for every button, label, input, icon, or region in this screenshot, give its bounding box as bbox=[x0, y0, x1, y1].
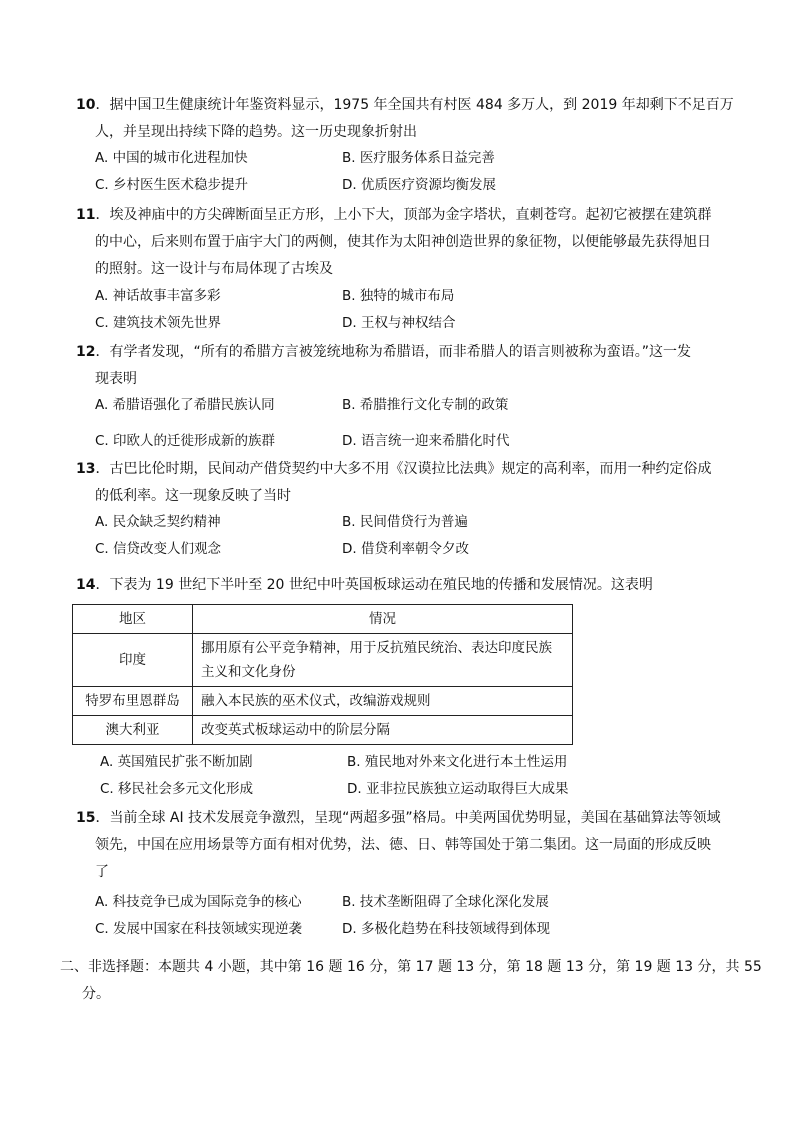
option-a[interactable]: A. 民众缺乏契约精神 bbox=[95, 514, 221, 530]
question-14 bbox=[76, 572, 726, 599]
option-d[interactable]: D. 语言统一迎来希腊化时代 bbox=[342, 433, 510, 449]
question-13 bbox=[76, 456, 726, 510]
table-cell-region: 特罗布里恩群岛 bbox=[73, 687, 193, 716]
question-text: 的中心，后来则布置于庙宇大门的两侧，使其作为太阳神创造世界的象征物，以便能够最先获得旭日 bbox=[95, 234, 711, 250]
table-cell-region: 澳大利亚 bbox=[73, 716, 193, 745]
table-row bbox=[73, 687, 573, 716]
table-cell-desc: 挪用原有公平竞争精神，用于反抗殖民统治、表达印度民族 主义和文化身份 bbox=[193, 634, 573, 687]
question-12 bbox=[76, 339, 726, 393]
option-c[interactable]: C. 建筑技术领先世界 bbox=[95, 315, 222, 331]
question-text: 领先，中国在应用场景等方面有相对优势，法、德、日、韩等国处于第二集团。这一局面的形成反映 bbox=[95, 837, 711, 853]
table-header-region: 地区 bbox=[73, 605, 193, 634]
question-number: 14 bbox=[76, 577, 96, 593]
option-a[interactable]: A. 英国殖民扩张不断加剧 bbox=[100, 754, 253, 770]
option-a[interactable]: A. 科技竞争已成为国际竞争的核心 bbox=[95, 894, 302, 910]
table-header-desc: 情况 bbox=[193, 605, 573, 634]
option-a[interactable]: A. 希腊语强化了希腊民族认同 bbox=[95, 397, 275, 413]
option-b[interactable]: B. 殖民地对外来文化进行本土性运用 bbox=[347, 754, 568, 770]
option-a[interactable]: A. 神话故事丰富多彩 bbox=[95, 288, 221, 304]
question-text: ．埃及神庙中的方尖碑断面呈正方形，上小下大，顶部为金字塔状，直刺苍穹。起初它被摆在建筑群 bbox=[95, 207, 712, 223]
question-15 bbox=[76, 805, 726, 886]
option-d[interactable]: D. 借贷利率朝令夕改 bbox=[342, 541, 469, 557]
question-number: 13 bbox=[76, 461, 96, 477]
question-text: 了 bbox=[95, 864, 109, 880]
section-2-heading bbox=[60, 954, 762, 1008]
option-a[interactable]: A. 中国的城市化进程加快 bbox=[95, 150, 248, 166]
options-10 bbox=[95, 146, 715, 200]
options-12 bbox=[95, 393, 715, 456]
question-number: 15 bbox=[76, 810, 96, 826]
table-cell-desc: 改变英式板球运动中的阶层分隔 bbox=[193, 716, 573, 745]
table-header-row bbox=[73, 605, 573, 634]
option-b[interactable]: B. 技术垄断阻碍了全球化深化发展 bbox=[342, 894, 549, 910]
question-text: 人，并呈现出持续下降的趋势。这一历史现象折射出 bbox=[95, 124, 417, 140]
option-c[interactable]: C. 信贷改变人们观念 bbox=[95, 541, 222, 557]
cricket-table bbox=[72, 604, 573, 745]
question-text: ．古巴比伦时期，民间动产借贷契约中大多不用《汉谟拉比法典》规定的高利率，而用一种约定俗成 bbox=[95, 461, 712, 477]
question-text: 现表明 bbox=[95, 371, 137, 387]
option-b[interactable]: B. 医疗服务体系日益完善 bbox=[342, 150, 495, 166]
option-d[interactable]: D. 多极化趋势在科技领域得到体现 bbox=[342, 921, 550, 937]
options-11 bbox=[95, 284, 715, 338]
table-row bbox=[73, 634, 573, 687]
question-text: 的照射。这一设计与布局体现了古埃及 bbox=[95, 261, 333, 277]
question-text: 的低利率。这一现象反映了当时 bbox=[95, 488, 291, 504]
section-text: 二、非选择题：本题共 4 小题，其中第 16 题 16 分，第 17 题 13 分，第 18 题 13 分，第 19 题 13 分，共 55 bbox=[60, 959, 762, 975]
options-13 bbox=[95, 510, 715, 564]
option-c[interactable]: C. 发展中国家在科技领域实现逆袭 bbox=[95, 921, 303, 937]
table-cell-region: 印度 bbox=[73, 634, 193, 687]
option-d[interactable]: D. 优质医疗资源均衡发展 bbox=[342, 177, 496, 193]
option-d[interactable]: D. 王权与神权结合 bbox=[342, 315, 456, 331]
question-number: 12 bbox=[76, 344, 96, 360]
option-b[interactable]: B. 希腊推行文化专制的政策 bbox=[342, 397, 509, 413]
question-text: ．当前全球 AI 技术发展竞争激烈，呈现“两超多强”格局。中美两国优势明显，美国在基础算法等领域 bbox=[95, 810, 721, 826]
question-text: ．有学者发现，“所有的希腊方言被笼统地称为希腊语，而非希腊人的语言则被称为蛮语。”这一发 bbox=[95, 344, 691, 360]
option-c[interactable]: C. 印欧人的迁徙形成新的族群 bbox=[95, 433, 276, 449]
question-text: ．据中国卫生健康统计年鉴资料显示，1975 年全国共有村医 484 多万人，到 2019 年却剩下不足百万 bbox=[95, 97, 734, 113]
question-10 bbox=[76, 92, 734, 146]
question-text: ．下表为 19 世纪下半叶至 20 世纪中叶英国板球运动在殖民地的传播和发展情况。这表明 bbox=[95, 577, 653, 593]
option-c[interactable]: C. 乡村医生医术稳步提升 bbox=[95, 177, 249, 193]
option-b[interactable]: B. 独特的城市布局 bbox=[342, 288, 455, 304]
table-row bbox=[73, 716, 573, 745]
option-d[interactable]: D. 亚非拉民族独立运动取得巨大成果 bbox=[347, 781, 569, 797]
option-c[interactable]: C. 移民社会多元文化形成 bbox=[100, 781, 254, 797]
options-15 bbox=[95, 890, 715, 944]
question-11 bbox=[76, 202, 726, 283]
table-cell-desc: 融入本民族的巫术仪式，改编游戏规则 bbox=[193, 687, 573, 716]
options-14 bbox=[100, 750, 720, 804]
question-number: 11 bbox=[76, 207, 96, 223]
question-number: 10 bbox=[76, 97, 96, 113]
section-text: 分。 bbox=[82, 986, 110, 1002]
option-b[interactable]: B. 民间借贷行为普遍 bbox=[342, 514, 468, 530]
